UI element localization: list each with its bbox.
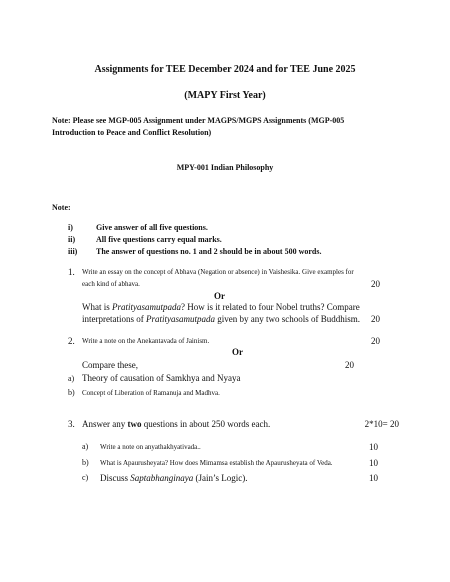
option-text: Discuss Saptabhanginaya (Jain’s Logic). (100, 473, 248, 483)
question-text: Compare these, (82, 360, 138, 370)
or-separator: Or (214, 291, 225, 301)
question-text: each kind of abhava. (82, 280, 140, 288)
option-label: a) (82, 442, 89, 451)
instruction-num: ii) (68, 235, 76, 244)
note-top-line2: Introduction to Peace and Conflict Resolution) (52, 128, 212, 137)
question-text: Write an essay on the concept of Abhava (Negation or absence) in Vaishesika. Give examples for (82, 268, 354, 276)
option-text: What is Apaurusheyata? How does Mimamsa establish the Apaurusheyata of Veda. (100, 459, 333, 467)
option-label: b) (68, 388, 75, 397)
instruction-text: The answer of questions no. 1 and 2 should be in about 500 words. (96, 247, 322, 256)
marks: 2*10= 20 (364, 419, 399, 429)
marks: 20 (371, 279, 380, 289)
instruction-num: i) (68, 223, 73, 232)
note-label: Note: (52, 203, 71, 212)
course-title: MPY-001 Indian Philosophy (176, 163, 274, 172)
question-text: What is Pratityasamutpada? How is it related to four Nobel truths? Compare (82, 302, 360, 312)
marks: 10 (369, 473, 378, 483)
instruction-text: Give answer of all five questions. (96, 223, 208, 232)
question-number: 1. (68, 267, 75, 277)
question-text: Answer any two questions in about 250 words each. (82, 419, 271, 429)
option-label: c) (82, 473, 89, 482)
option-text: Concept of Liberation of Ramanuja and Madhva. (82, 389, 220, 397)
option-label: a) (68, 374, 75, 383)
page-title: Assignments for TEE December 2024 and for TEE June 2025 (94, 64, 356, 75)
marks: 20 (371, 336, 380, 346)
option-text: Write a note on anyathakhyativada.. (100, 443, 201, 451)
question-text: Write a note on the Anekantavada of Jainism. (82, 337, 210, 345)
instruction-num: iii) (68, 247, 78, 256)
note-top-line1: Note: Please see MGP-005 Assignment under MAGPS/MGPS Assignments (MGP-005 (52, 116, 345, 125)
marks: 10 (369, 458, 378, 468)
or-separator: Or (232, 347, 243, 357)
question-number: 3. (68, 419, 75, 429)
question-text: interpretations of Pratityasamutpada given by any two schools of Buddhism. (82, 314, 360, 324)
marks: 20 (345, 360, 354, 370)
option-label: b) (82, 458, 89, 467)
marks: 10 (369, 442, 378, 452)
option-text: Theory of causation of Samkhya and Nyaya (82, 373, 241, 383)
page-subtitle: (MAPY First Year) (184, 90, 266, 101)
marks: 20 (371, 314, 380, 324)
question-number: 2. (68, 336, 75, 346)
instruction-text: All five questions carry equal marks. (96, 235, 222, 244)
